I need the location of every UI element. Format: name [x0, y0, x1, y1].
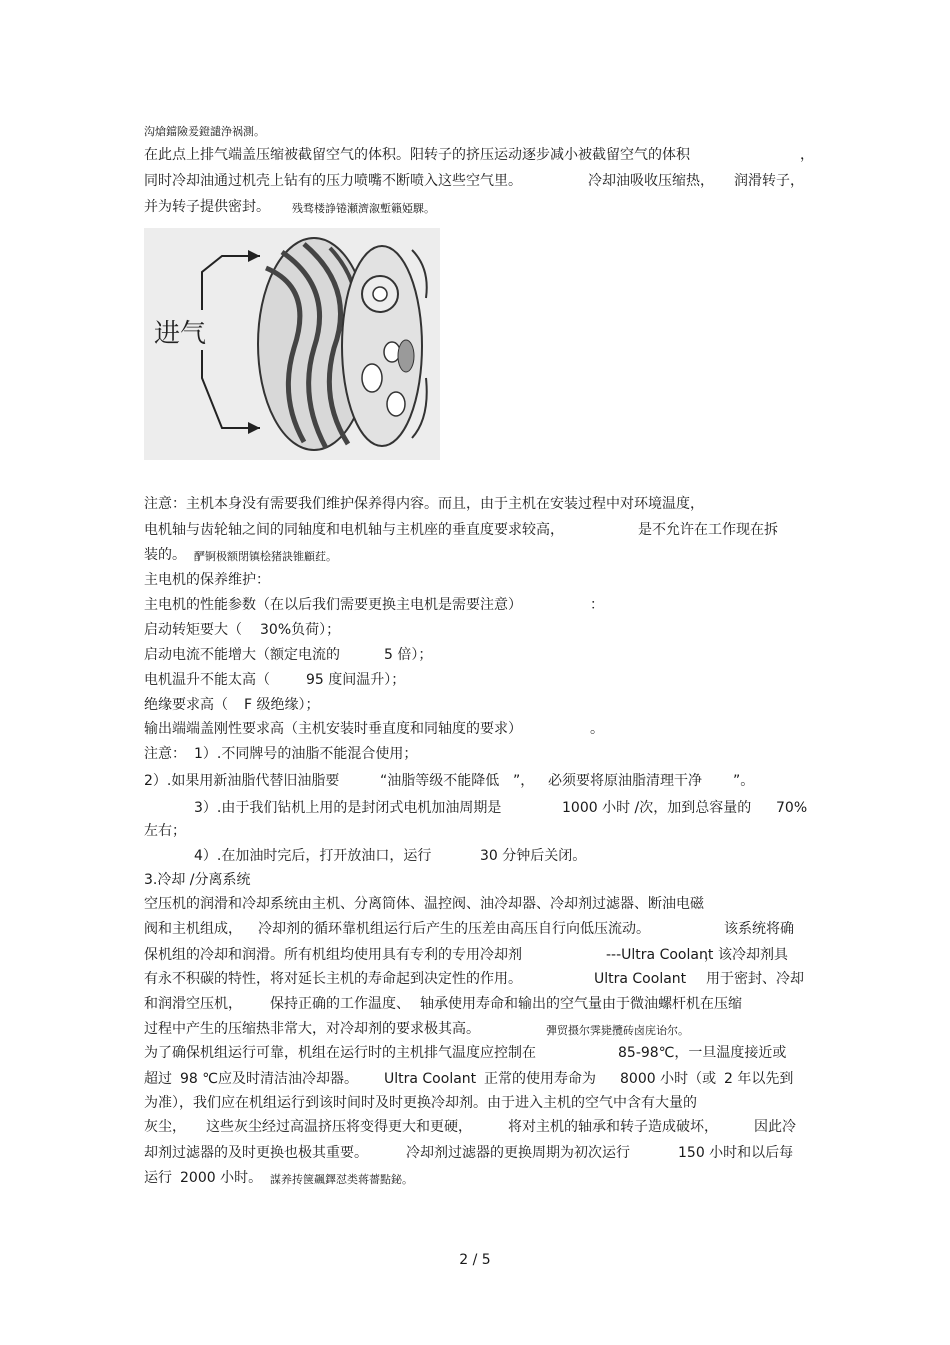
text-span: Ultra Coolant	[384, 1071, 477, 1087]
text-span: 5 倍）；	[384, 647, 433, 663]
text-span: 该系统将确	[724, 921, 794, 937]
text-span: 2000 小时。	[180, 1170, 263, 1186]
garbled-text: 謀养抟箧飆鐸怼类蒋薔點鉍。	[270, 1173, 413, 1186]
text-span: 保持正确的工作温度、	[270, 996, 410, 1012]
text-span: 轴承使用寿命和输出的空气量由于微油螺杆机在压缩	[420, 996, 742, 1012]
text-span: 保机组的冷却和润滑。所有机组均使用具有专利的专用冷却剂	[144, 947, 522, 963]
text-span: 4）.在加油时完后，打开放油口，运行	[194, 848, 432, 864]
text-span: 冷却油吸收压缩热，	[588, 173, 714, 189]
garbled-text: 酽锕极额閉镇桧猪訣锥顧荭。	[194, 550, 337, 563]
text-span: 主电机的性能参数（在以后我们需要更换主电机是需要注意）	[144, 597, 522, 613]
text-span: 85-98℃，一旦温度接近或	[618, 1045, 787, 1061]
text-span: 主电机的保养维护：	[144, 572, 270, 588]
text-span: 这些灰尘经过高温挤压将变得更大和更硬，	[206, 1119, 472, 1135]
text-span: 输出端端盖刚性要求高（主机安装时垂直度和同轴度的要求）	[144, 721, 522, 737]
text-span: 用于密封、冷却	[706, 971, 804, 987]
text-span: 2）.如果用新油脂代替旧油脂要	[144, 773, 340, 789]
garbled-text: 残骛楼諍锩瀬濟溆塹籟婭騍。	[292, 202, 435, 215]
text-span: 同时冷却油通过机壳上钻有的压力喷嘴不断喷入这些空气里。	[144, 173, 522, 189]
text-span: 过程中产生的压缩热非常大，对冷却剂的要求极其高。	[144, 1021, 480, 1037]
text-span: F 级绝缘）；	[244, 697, 320, 713]
text-span: 冷却剂过滤器的更换周期为初次运行	[406, 1145, 630, 1161]
text-span: 电机温升不能太高（	[144, 672, 270, 688]
text-span: 有永不积碳的特性，将对延长主机的寿命起到决定性的作用。	[144, 971, 522, 987]
text-span: 3.冷却 /分离系统	[144, 872, 251, 888]
text-span: 98 ℃应及时清洁油冷却器。	[180, 1071, 358, 1087]
page-number: 2 / 5	[459, 1252, 491, 1268]
text-span: 3）.由于我们钻机上用的是封闭式电机加油周期是	[194, 800, 502, 816]
text-span: 为准），我们应在机组运行到该时间时及时更换冷却剂。由于进入主机的空气中含有大量的	[144, 1095, 697, 1111]
text-span: ”。	[733, 773, 755, 789]
text-span: 并为转子提供密封。	[144, 199, 270, 215]
text-span: 70%	[776, 800, 808, 816]
text-span: 阀和主机组成，	[144, 921, 242, 937]
text-span: 冷却剂的循环靠机组运行后产生的压差由高压自行向低压流动。	[258, 921, 650, 937]
header-garbled-text: 沟熗鐺險爰鐙譴浄祸測。	[144, 125, 265, 138]
text-span: 1）.不同牌号的油脂不能混合使用；	[194, 746, 418, 762]
rotor-pocket	[387, 392, 405, 416]
text-span: Ultra Coolant	[594, 971, 687, 987]
text-span: ：	[590, 597, 604, 613]
text-span: 将对主机的轴承和转子造成破坏，	[508, 1119, 718, 1135]
text-span: 。	[590, 721, 604, 737]
text-span: 在此点上排气端盖压缩被截留空气的体积。阳转子的挤压运动逐步减小被截留空气的体积	[144, 147, 690, 163]
text-span: 绝缘要求高（	[144, 697, 228, 713]
rotor-shaded-pocket	[398, 340, 414, 372]
text-span: 和润滑空压机，	[144, 996, 242, 1012]
garbled-text: 彈贸摄尔霁毙攬砖卤庑诒尔。	[546, 1024, 689, 1037]
text-span: ---Ultra Coolant	[606, 947, 714, 963]
text-span: 启动转矩要大（	[144, 622, 242, 638]
text-span: 超过	[144, 1071, 172, 1087]
text-span: 却剂过滤器的及时更换也极其重要。	[144, 1145, 368, 1161]
text-span: 电机轴与齿轮轴之间的同轴度和电机轴与主机座的垂直度要求较高，	[144, 522, 564, 538]
text-span: 1000 小时 /次，加到总容量的	[562, 800, 752, 816]
text-span: 注意：主机本身没有需要我们维护保养得内容。而且，由于主机在安装过程中对环境温度，	[144, 496, 704, 512]
text-span: 必须要将原油脂清理干净	[548, 773, 702, 789]
text-span: 2 年以先到	[724, 1071, 794, 1087]
text-span: 注意：	[144, 746, 186, 762]
text-span: ，	[800, 147, 814, 163]
text-span: 装的。	[144, 547, 186, 563]
text-span: “油脂等级不能降低	[380, 773, 500, 789]
text-span: ”，	[513, 773, 535, 789]
text-span: 95 度间温升）；	[306, 672, 406, 688]
text-span: 启动电流不能增大（额定电流的	[144, 647, 340, 663]
text-span: 运行	[144, 1170, 172, 1186]
text-span: 因此冷	[754, 1119, 796, 1135]
screw-rotor-figure	[144, 228, 440, 460]
text-span: 灰尘，	[144, 1119, 186, 1135]
rotor-pocket	[384, 342, 400, 362]
text-span: 左右；	[144, 823, 186, 839]
text-span: 30%负荷）；	[260, 622, 341, 638]
text-span: 8000 小时（或	[620, 1071, 717, 1087]
text-span: 30 分钟后关闭。	[480, 848, 587, 864]
text-span: 润滑转子，	[734, 173, 804, 189]
rotor-pocket	[362, 364, 382, 392]
cooling-line-12	[0, 1169, 413, 1241]
text-span: 正常的使用寿命为	[484, 1071, 596, 1087]
text-span: 150 小时和以后每	[678, 1145, 794, 1161]
intake-label: 进气	[154, 319, 207, 349]
text-span: ，该冷却剂具	[704, 947, 788, 963]
shaft-center	[373, 287, 387, 301]
para1-line-3	[0, 198, 435, 252]
text-span: 空压机的润滑和冷却系统由主机、分离筒体、温控阀、油冷却器、冷却剂过滤器、断油电磁	[144, 896, 704, 912]
text-span: 为了确保机组运行可靠，机组在运行时的主机排气温度应控制在	[144, 1045, 536, 1061]
text-span: 是不允许在工作现在拆	[638, 522, 778, 538]
